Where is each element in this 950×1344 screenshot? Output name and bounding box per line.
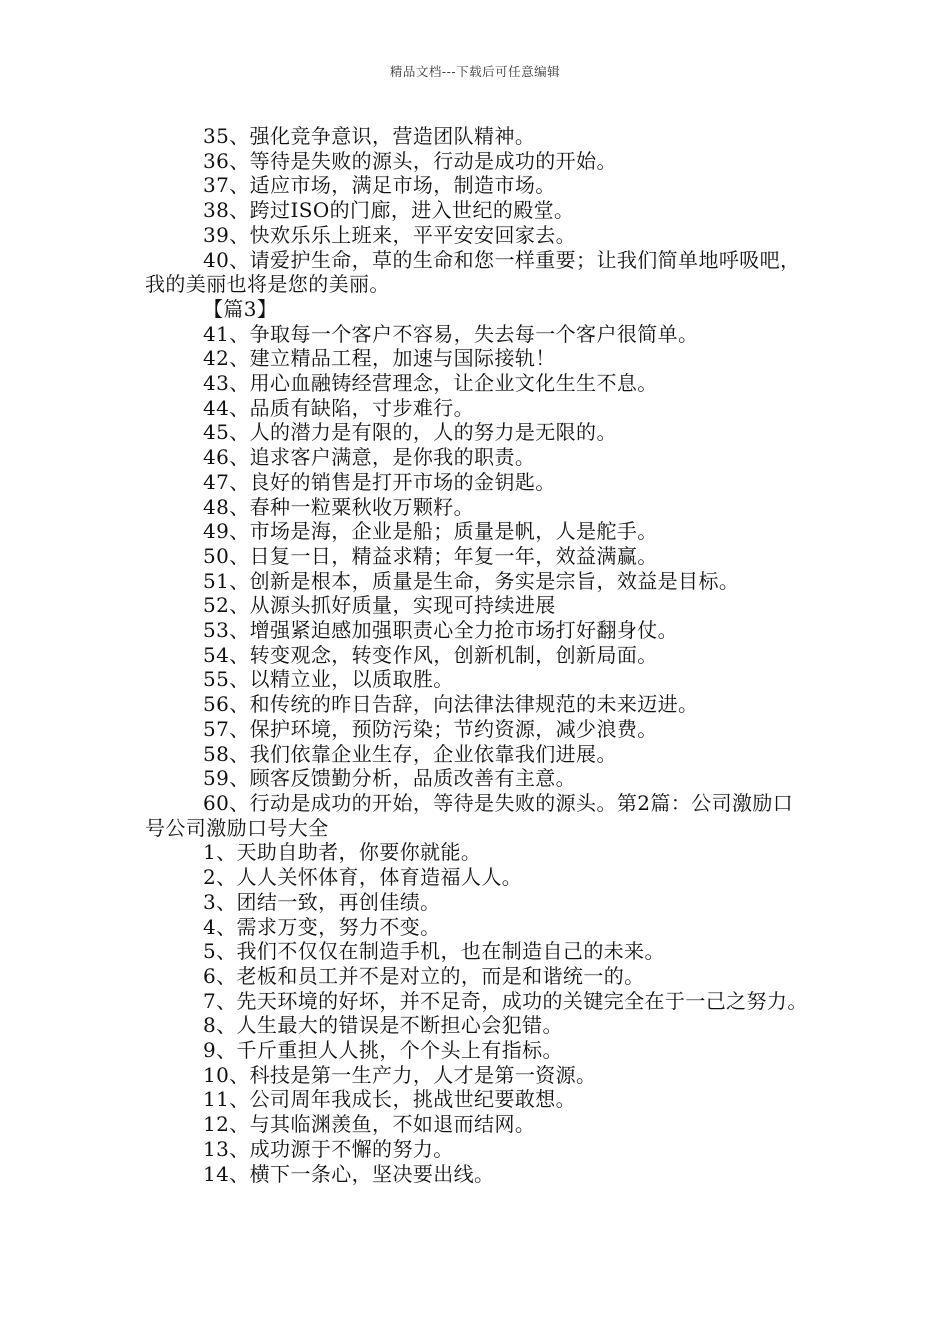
document-body [145,124,813,1186]
slogan-line: 35、强化竞争意识，营造团队精神。 [203,124,536,148]
slogan-line: 45、人的潜力是有限的，人的努力是无限的。 [203,420,617,445]
slogan-line: 57、保护环境，预防污染；节约资源，减少浪费。 [203,716,658,741]
slogan-line: 53、增强紧迫感加强职责心全力抢市场打好翻身仗。 [203,618,679,643]
slogan-line: 7、先天环境的好坏，并不足奇，成功的关键完全在于一己之努力。 [203,988,808,1013]
slogan-line: 55、以精立业，以质取胜。 [203,667,454,692]
slogan-line: 2、人人关怀体育，体育造福人人。 [203,865,523,890]
slogan-line: 52、从源头抓好质量，实现可持续进展 [203,593,556,618]
slogan-line: 58、我们依靠企业生存，企业依靠我们进展。 [203,741,617,766]
slogan-line: 60、行动是成功的开始，等待是失败的源头。第2篇：公司激励口号公司激励口号大全 [145,790,794,840]
slogan-line: 49、市场是海，企业是船；质量是帆，人是舵手。 [203,519,658,544]
slogan-line: 11、公司周年我成长，挑战世纪要敢想。 [203,1087,577,1112]
slogan-line: 39、快欢乐乐上班来，平平安安回家去。 [203,222,577,247]
slogan-line: 38、跨过ISO的门廊，进入世纪的殿堂。 [203,198,575,223]
slogan-line: 4、需求万变，努力不变。 [203,914,441,939]
slogan-line: 48、春种一粒粟秋收万颗籽。 [203,494,475,519]
slogan-line: 3、团结一致，再创佳绩。 [203,889,441,914]
slogan-line: 40、请爱护生命，草的生命和您一样重要；让我们简单地呼吸吧，我的美丽也将是您的美丽。 [145,247,801,297]
slogan-line: 10、科技是第一生产力，人才是第一资源。 [203,1062,597,1087]
slogan-line: 41、争取每一个客户不容易，失去每一个客户很简单。 [203,321,699,346]
slogan-line: 37、适应市场，满足市场，制造市场。 [203,173,556,198]
slogan-line: 51、创新是根本，质量是生命，务实是宗旨，效益是目标。 [203,568,740,593]
slogan-line: 46、追求客户满意，是你我的职责。 [203,445,536,470]
slogan-line: 13、成功源于不懈的努力。 [203,1136,454,1161]
slogan-line: 1、天助自助者，你要你就能。 [203,840,482,865]
slogan-line: 42、建立精品工程，加速与国际接轨！ [203,346,556,371]
slogan-line: 47、良好的销售是打开市场的金钥匙。 [203,469,556,494]
slogan-line: 36、等待是失败的源头，行动是成功的开始。 [203,148,617,173]
slogan-line: 50、日复一日，精益求精；年复一年，效益满赢。 [203,543,658,568]
slogan-line: 56、和传统的昨日告辞，向法律法律规范的未来迈进。 [203,692,699,717]
slogan-line: 6、老板和员工并不是对立的，而是和谐统一的。 [203,963,645,988]
slogan-line: 8、人生最大的错误是不断担心会犯错。 [203,1013,563,1038]
slogan-line: 12、与其临渊羡鱼，不如退而结网。 [203,1112,536,1137]
slogan-line: 5、我们不仅仅在制造手机，也在制造自己的未来。 [203,939,665,964]
slogan-line: 44、品质有缺陷，寸步难行。 [203,395,475,420]
slogan-line: 14、横下一条心，坚决要出线。 [203,1161,495,1186]
slogan-line: 9、千斤重担人人挑，个个头上有指标。 [203,1038,563,1063]
slogan-line: 59、顾客反馈勤分析，品质改善有主意。 [203,766,577,791]
page-header: 精品文档---下载后可任意编辑 [389,64,561,79]
section-heading: 【篇3】 [203,296,278,321]
slogan-line: 43、用心血融铸经营理念，让企业文化生生不息。 [203,371,658,396]
slogan-line: 54、转变观念，转变作风，创新机制，创新局面。 [203,642,658,667]
